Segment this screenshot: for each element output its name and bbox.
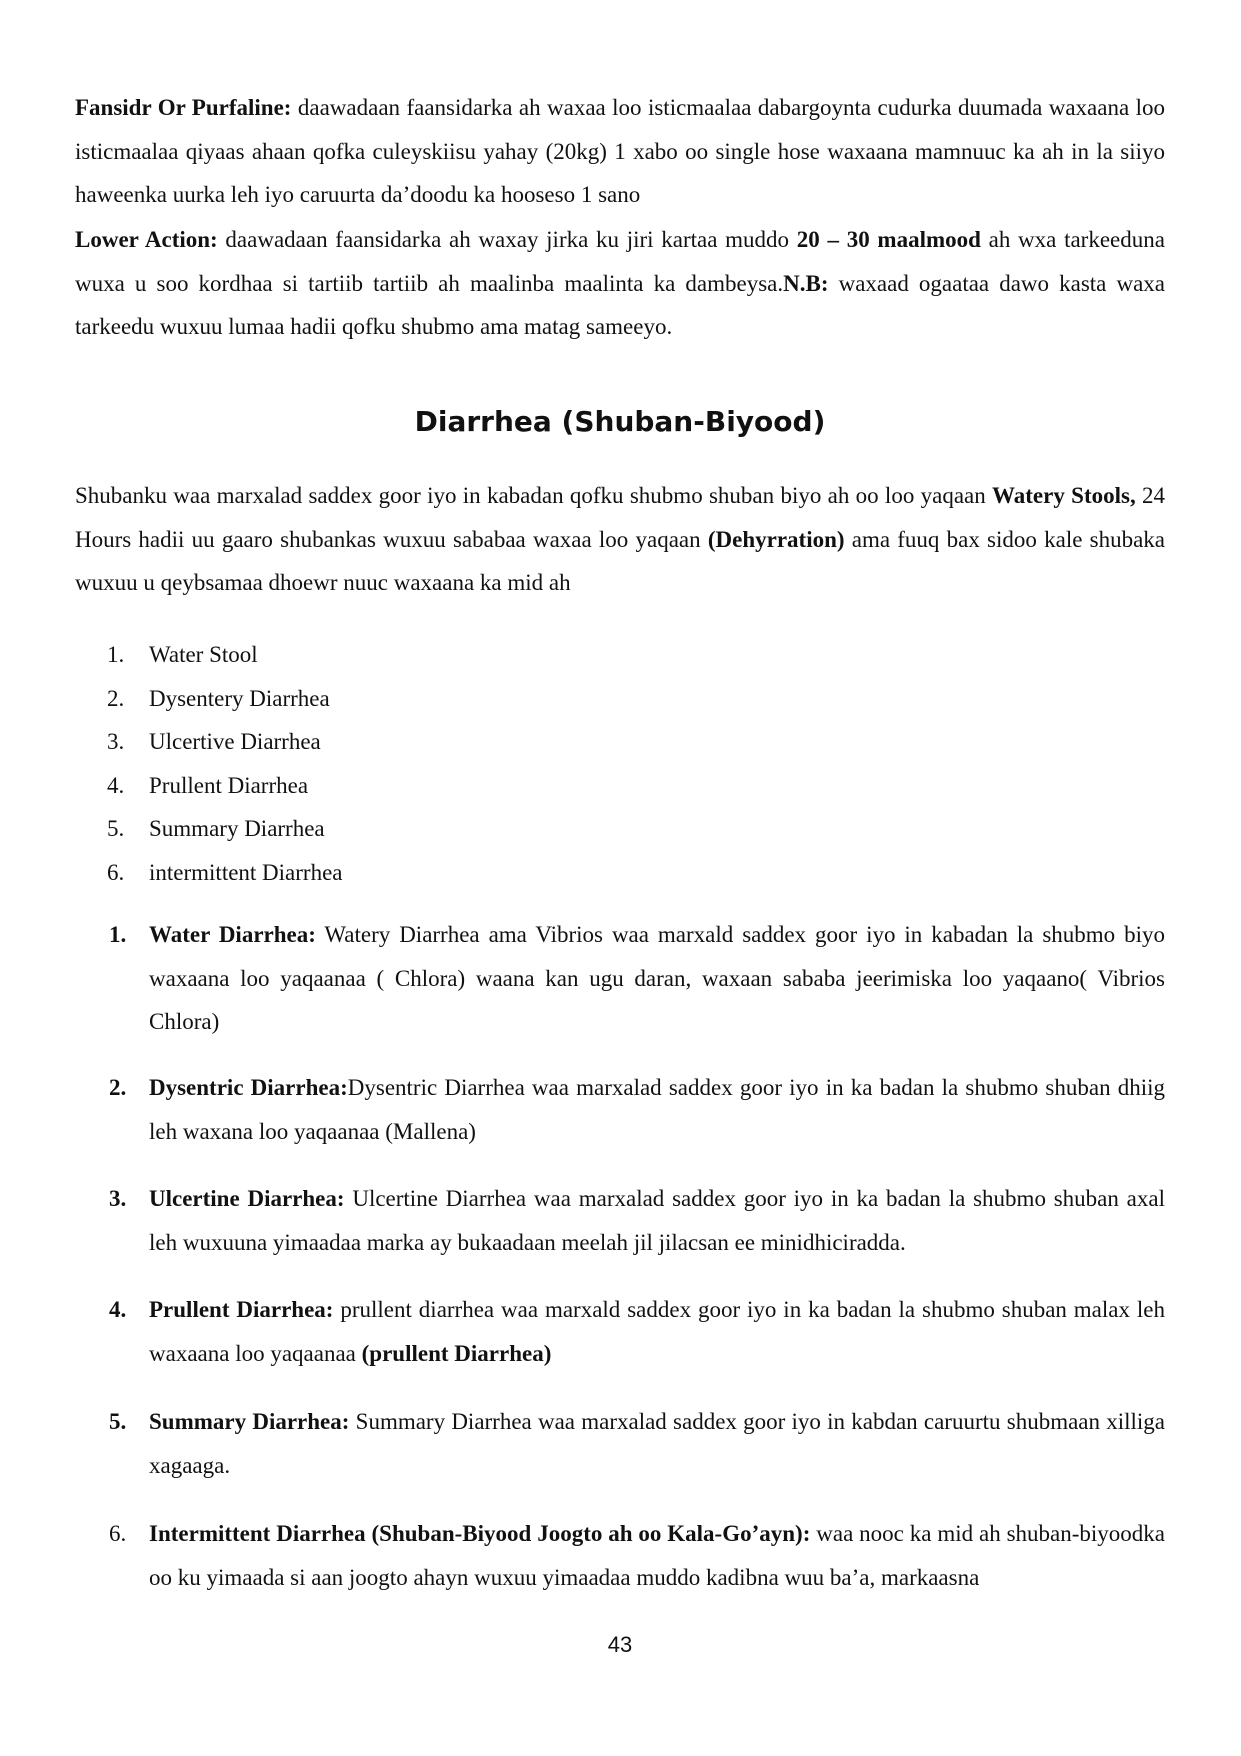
definition-body: [149, 1066, 1165, 1153]
lower-action-paragraph: [75, 218, 1165, 349]
watery-stools-term: Watery Stools,: [992, 483, 1136, 508]
definition-water-diarrhea: [75, 913, 1165, 1044]
list-label: Ulcertive Diarrhea: [149, 729, 321, 754]
list-label: Prullent Diarrhea: [149, 772, 309, 798]
definition-text: Watery Diarrhea ama Vibrios waa marxald saddex goor iyo in kabadan la shubmo biyo waxaana loo yaqaanaa ( Chlora) waana kan ugu daran, waxaan sababa jeerimiska loo yaqaano( Vibrios Chlora): [149, 922, 1165, 1034]
nb-label: N.B:: [783, 270, 829, 296]
definition-body: [149, 913, 1165, 1044]
diarrhea-intro-text-c: ama fuuq bax sidoo kale shubaka wuxuu u qeybsamaa dhoewr nuuc waxaana ka mid ah: [75, 526, 1165, 595]
list-label: Dysentery Diarrhea: [149, 685, 330, 711]
definition-title: Intermittent Diarrhea (Shuban-Biyood Joogto ah oo Kala-Go’ayn):: [149, 1521, 811, 1546]
definition-text: prullent diarrhea waa marxald saddex goor iyo in ka badan la shubmo shuban malax leh waxaana loo yaqaanaa: [149, 1297, 1165, 1366]
definition-dysentric-diarrhea: [75, 1066, 1165, 1153]
definition-body: [149, 1177, 1165, 1264]
definition-number: 4.: [109, 1297, 127, 1322]
section-heading: Diarrhea (Shuban-Biyood): [414, 405, 826, 438]
list-item: [75, 807, 1165, 851]
diarrhea-types-list: [75, 633, 1165, 894]
definition-title: Ulcertine Diarrhea:: [149, 1186, 345, 1211]
list-number: 6.: [107, 859, 125, 885]
definition-body: [149, 1400, 1165, 1487]
list-item: [75, 764, 1165, 808]
document-page: [75, 0, 1165, 1756]
lower-action-text-b: ah wxa tarkeeduna wuxa u soo kordhaa si tartiib tartiib ah maalinba maalinta ka dambeysa.: [75, 227, 1165, 296]
definition-ulcertine-diarrhea: [75, 1177, 1165, 1264]
definition-summary-diarrhea: [75, 1400, 1165, 1487]
fansidr-label: Fansidr Or Purfaline:: [75, 95, 292, 120]
list-label: intermittent Diarrhea: [149, 859, 343, 885]
lower-action-duration: 20 – 30 maalmood: [796, 227, 981, 252]
list-number: 1.: [107, 642, 125, 667]
definition-title: Prullent Diarrhea:: [149, 1297, 334, 1322]
definition-body: [149, 1512, 1165, 1599]
definition-bold-tail: (prullent Diarrhea): [361, 1340, 552, 1366]
list-number: 4.: [107, 772, 125, 798]
definition-intermittent-diarrhea: [75, 1512, 1165, 1599]
diarrhea-intro-text-b: 24 Hours hadii uu gaaro shubankas wuxuu sababaa waxaa loo yaqaan: [75, 483, 1165, 552]
fansidr-paragraph: [75, 86, 1165, 217]
lower-action-label: Lower Action:: [75, 227, 218, 252]
definition-text: waa nooc ka mid ah shuban-biyoodka oo ku yimaada si aan joogto ahayn wuxuu yimaadaa muddo kadibna wuu ba’a, markaasna: [149, 1521, 1165, 1590]
list-item: [75, 851, 1165, 895]
definition-number: 2.: [109, 1075, 127, 1100]
definition-text: Ulcertine Diarrhea waa marxalad saddex goor iyo in ka badan la shubmo shuban axal leh wuxuuna yimaadaa marka ay bukaadaan meelah jil jilacsan ee minidhiciradda.: [149, 1186, 1165, 1255]
definition-title: Summary Diarrhea:: [149, 1409, 350, 1434]
definition-text: Summary Diarrhea waa marxalad saddex goor iyo in kabdan caruurtu shubmaan xilliga xagaaga.: [149, 1409, 1165, 1478]
definition-number: 6.: [109, 1521, 127, 1546]
definition-number: 5.: [109, 1409, 127, 1434]
definition-title: Dysentric Diarrhea:: [149, 1075, 348, 1100]
page-number: 43: [607, 1632, 633, 1657]
diarrhea-intro-text-a: Shubanku waa marxalad saddex goor iyo in kabadan qofku shubmo shuban biyo ah oo loo yaqaan: [75, 483, 993, 508]
definition-body: [149, 1288, 1165, 1375]
lower-action-text-c: waxaad ogaataa dawo kasta waxa tarkeedu wuxuu lumaa hadii qofku shubmo ama matag sameeyo.: [75, 270, 1165, 339]
list-item: [75, 677, 1165, 721]
definition-number: 1.: [109, 922, 127, 947]
list-item: [75, 633, 1165, 677]
fansidr-text: daawadaan faansidarka ah waxaa loo isticmaalaa dabargoynta cudurka duumada waxaana loo isticmaalaa qiyaas ahaan qofka culeyskiisu yahay (20kg) 1 xabo oo single hose waxaana mamnuuc ka ah in la siiyo haweenka uurka leh iyo caruurta da’doodu ka hooseso 1 sano: [75, 95, 1165, 207]
list-label: Water Stool: [149, 642, 258, 667]
lower-action-text-a: daawadaan faansidarka ah waxay jirka ku jiri kartaa muddo: [217, 227, 797, 252]
definition-title: Water Diarrhea:: [149, 922, 316, 947]
list-number: 3.: [107, 729, 125, 754]
list-number: 5.: [107, 816, 125, 841]
diarrhea-intro-paragraph: [75, 474, 1165, 605]
list-number: 2.: [107, 685, 125, 711]
list-label: Summary Diarrhea: [149, 816, 325, 841]
list-item: [75, 720, 1165, 764]
definition-prullent-diarrhea: [75, 1288, 1165, 1375]
definition-number: 3.: [109, 1186, 127, 1211]
definition-text: Dysentric Diarrhea waa marxalad saddex goor iyo in ka badan la shubmo shuban dhiig leh waxana loo yaqaanaa (Mallena): [149, 1075, 1166, 1144]
dehydration-term: (Dehyrration): [707, 526, 845, 552]
